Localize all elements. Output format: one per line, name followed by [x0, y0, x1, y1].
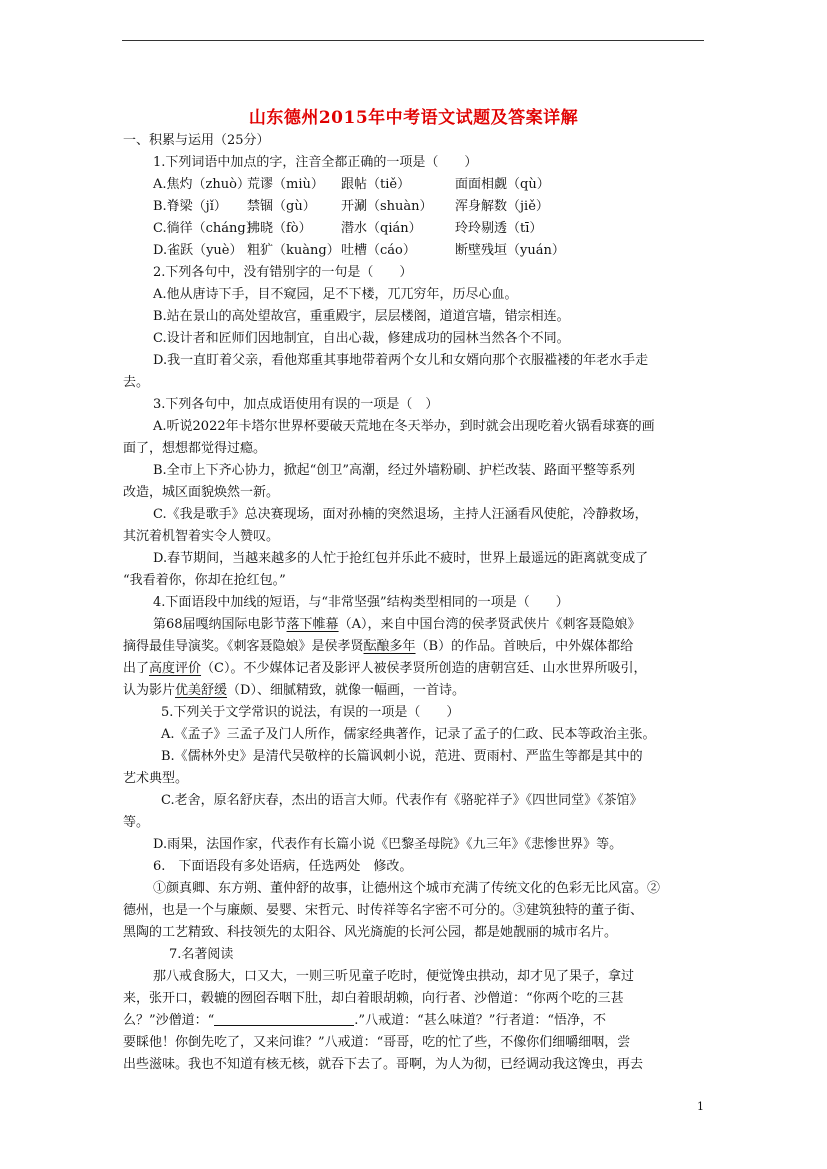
q2-option-b: B.站在景山的高处望故宫，重重殿宇，层层楼阁，道道宫墙，错宗相连。 — [153, 309, 570, 324]
underlined-phrase-d: 优美舒缓 — [175, 683, 228, 698]
q1-option-a: A.焦灼（zhuò） 荒谬（miù） 跟帖（tiě） 面面相觑（qù） — [153, 177, 550, 192]
q5-option-c-line1: C.老舍，原名舒庆春，杰出的语言大师。代表作有《骆驼祥子》《四世同堂》《茶馆》 — [161, 793, 643, 808]
q4-passage-line1: 第68届嘎纳国际电影节落下帷幕（A），来自中国台湾的侯孝贤武侠片《刺客聂隐娘》 — [153, 617, 641, 632]
q1-option-b: B.脊梁（jǐ） 禁锢（gù） 开涮（shuàn） 浑身解数（jiě） — [153, 199, 549, 214]
q4-passage-line4: 认为影片优美舒缓（D）、细腻精致，就像一幅画，一首诗。 — [123, 683, 465, 698]
underlined-phrase-a: 落下帷幕 — [286, 617, 339, 632]
q5-option-a: A.《孟子》三孟子及门人所作，儒家经典著作，记录了孟子的仁政、民本等政治主张。 — [161, 727, 656, 742]
q3-option-d-line1: D.春节期间，当越来越多的人忙于抢红包并乐此不疲时，世界上最遥远的距离就变成了 — [153, 551, 649, 566]
q3-option-b-line2: 改造，城区面貌焕然一新。 — [123, 485, 280, 500]
q5-option-d: D.雨果，法国作家，代表作有长篇小说《巴黎圣母院》《九三年》《悲惨世界》等。 — [153, 837, 623, 852]
q4-passage-line3: 出了高度评价（C）。不少媒体记者及影评人被侯孝贤所创造的唐朝宫廷、山水世界所吸引， — [123, 661, 647, 676]
q3-option-c-line2: 其沉着机智着实令人赞叹。 — [123, 529, 280, 544]
document-title: 山东德州2015年中考语文试题及答案详解 — [248, 108, 579, 128]
q3-option-d-line2: “我看着你，你却在抢红包。” — [123, 573, 286, 588]
q2-option-a: A.他从唐诗下手，目不窥园，足不下楼，兀兀穷年，历尽心血。 — [153, 287, 518, 302]
page-number: 1 — [697, 1100, 704, 1113]
header-rule — [122, 40, 704, 41]
q3-option-a-line1: A.听说2022年卡塔尔世界杯要破天荒地在冬天举办，到时就会出现吃着火锅看球赛的画 — [153, 419, 655, 434]
document-body — [123, 130, 703, 1076]
q7-stem: 7.名著阅读 — [169, 947, 234, 962]
q6-passage-line3: 黑陶的工艺精致、科技领先的太阳谷、风光旖旎的长河公园，都是她靓丽的城市名片。 — [123, 925, 618, 940]
q5-stem: 5.下列关于文学常识的说法，有误的一项是（ ） — [161, 705, 460, 720]
q2-option-d-line1: D.我一直盯着父亲，看他郑重其事地带着两个女儿和女婿向那个衣服褴褛的年老水手走 — [153, 353, 649, 368]
q6-passage-line1: ①颜真卿、东方朔、董仲舒的故事，让德州这个城市充满了传统文化的色彩无比风富。② — [153, 881, 661, 896]
q3-stem: 3.下列各句中，加点成语使用有误的一项是（ ） — [153, 397, 439, 412]
q1-option-c: C.徜徉（cháng） 拂晓（fò） 潜水（qián） 玲玲剔透（tī） — [153, 221, 543, 236]
q7-passage-line1: 那八戒食肠大，口又大，一则三听见童子吃时，便觉馋虫拱动，却才见了果子，拿过 — [153, 969, 635, 984]
q2-stem: 2.下列各句中，没有错别字的一句是（ ） — [153, 265, 413, 280]
q5-option-c-line2: 等。 — [123, 815, 150, 830]
q3-option-b-line1: B.全市上下齐心协力，掀起“创卫”高潮，经过外墙粉刷、护栏改装、路面平整等系列 — [153, 463, 635, 478]
q3-option-c-line1: C.《我是歌手》总决赛现场，面对孙楠的突然退场，主持人汪涵看风使舵，冷静救场， — [153, 507, 648, 522]
q4-stem: 4.下面语段中加线的短语，与“非常坚强”结构类型相同的一项是（ ） — [153, 595, 569, 610]
q6-stem: 6. 下面语段有多处语病，任选两处 修改。 — [153, 859, 413, 874]
q7-passage-line5: 出些滋味。我也不知道有核无核，就吞下去了。哥啊，为人为彻，已经调动我这馋虫，再去 — [123, 1057, 644, 1072]
q3-option-a-line2: 面了，想想都觉得过瘾。 — [123, 441, 267, 456]
q1-option-d: D.雀跃（yuè） 粗犷（kuàng） 吐槽（cáo） 断壁残垣（yuán） — [153, 243, 565, 258]
q7-passage-line3: 么？”沙僧道：“ .”八戒道：“甚么味道？”行者道：“悟净，不 — [123, 1013, 607, 1028]
q5-option-b-line2: 艺术典型。 — [123, 771, 189, 786]
underlined-phrase-b: 酝酿多年 — [363, 639, 416, 654]
q1-stem: 1.下列词语中加点的字，注音全都正确的一项是（ ） — [153, 155, 478, 170]
section-heading: 一、积累与运用（25分） — [123, 133, 270, 148]
q7-passage-line2: 来，张开口，毂辘的囫囵吞咽下肚，却白着眼胡赖，向行者、沙僧道：“你两个吃的三甚 — [123, 991, 624, 1006]
q7-passage-line4: 要睬他！你倒先吃了，又来问谁？”八戒道：“哥哥，吃的忙了些，不像你们细嚼细咽，尝 — [123, 1035, 631, 1050]
q2-option-d-line2: 去。 — [123, 375, 150, 390]
q4-passage-line2: 摘得最佳导演奖。《刺客聂隐娘》是侯孝贤酝酿多年（B）的作品。首映后，中外媒体都给 — [123, 639, 634, 654]
underlined-phrase-c: 高度评价 — [149, 661, 202, 676]
answer-blank[interactable] — [214, 1011, 354, 1026]
q5-option-b-line1: B.《儒林外史》是清代吴敬梓的长篇讽刺小说，范进、贾雨村、严监生等都是其中的 — [161, 749, 643, 764]
q2-option-c: C.设计者和匠师们因地制宜，自出心裁，修建成功的园林当然各个不同。 — [153, 331, 570, 346]
q6-passage-line2: 德州，也是一个与廉颇、晏婴、宋哲元、时传祥等名字密不可分的。③建筑独特的董子街、 — [123, 903, 644, 918]
